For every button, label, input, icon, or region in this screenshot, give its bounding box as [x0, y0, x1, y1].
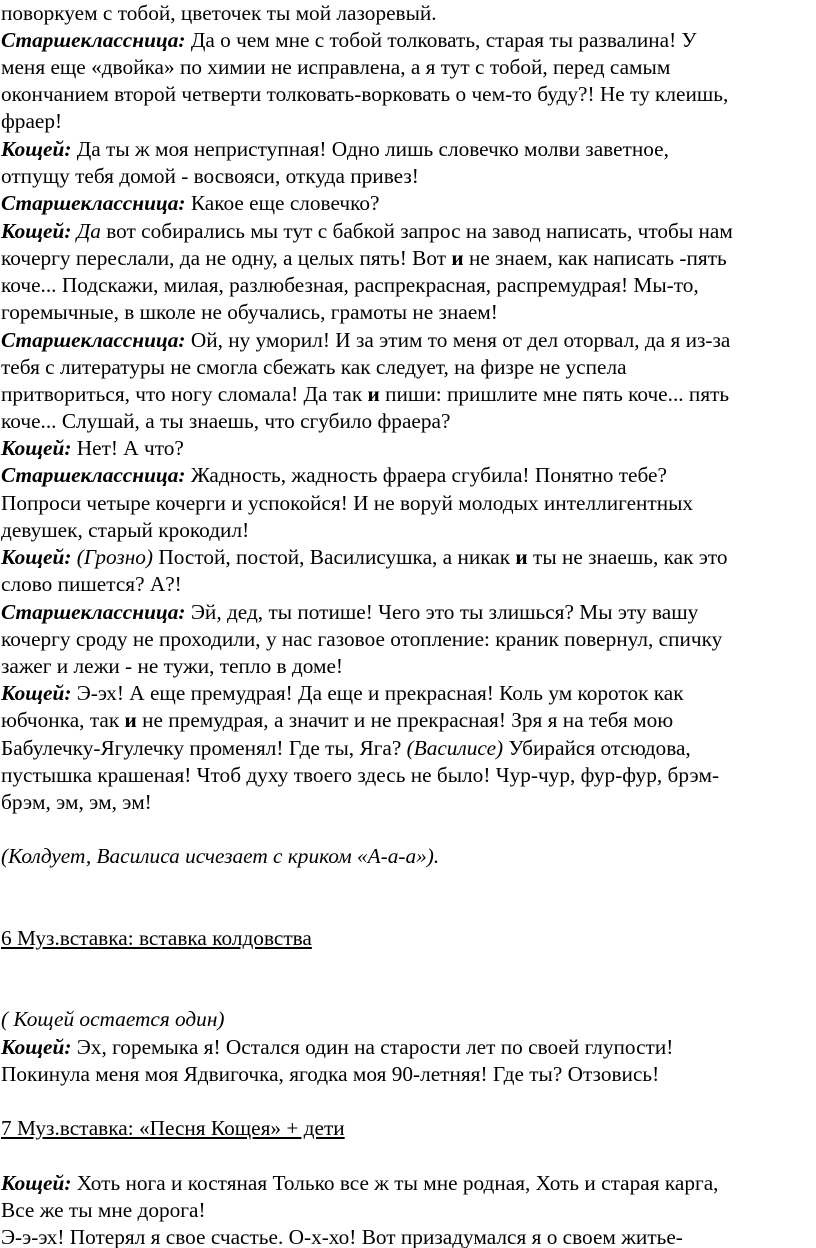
line-text: юбчонка, так [1, 708, 125, 732]
line-text: брэм, эм, эм, эм! [1, 790, 152, 814]
line-text: отпущу тебя домой - восвояси, откуда привез! [1, 164, 419, 188]
line-text: не знаем, как написать -пять [463, 246, 727, 270]
stage-direction [1, 843, 439, 870]
text-line [1, 1224, 683, 1248]
speaker-name: Старшеклассница: [1, 463, 186, 487]
line-text: Да ты ж моя неприступная! Одно лишь словечко молви заветное, [76, 137, 669, 161]
text-line [1, 54, 670, 81]
dialogue-line [1, 27, 697, 54]
speaker-name: Старшеклассница: [1, 191, 186, 215]
speaker-name: Кощей: [1, 1171, 72, 1195]
text-line [1, 0, 437, 27]
dialogue-line [1, 190, 379, 217]
dialogue-line [1, 462, 667, 489]
bold-text: и [367, 382, 380, 406]
line-text: тебя с литературы не смогла сбежать как следует, на физре не успела [1, 355, 627, 379]
line-text: Хоть нога и костяная Только все ж ты мне родная, Хоть и старая карга, [76, 1171, 719, 1195]
stage-direction: (Василисе) [406, 736, 504, 760]
line-text: горемычные, в школе не обучались, грамоты не знаем! [1, 300, 498, 324]
heading-text: 6 Муз.вставка: вставка колдовства [1, 926, 312, 950]
line-text: Э-эх! А еще премудрая! Да еще и прекрасная! Коль ум короток как [76, 681, 684, 705]
music-insert-heading [1, 925, 312, 952]
stage-direction-text: ( Кощей остается один) [1, 1007, 225, 1031]
line-text: не премудрая, а значит и не прекрасная! Зря я на тебя мою [136, 708, 674, 732]
line-text: кочергу сроду не проходили, у нас газовое отопление: краник повернул, спичку [1, 627, 723, 651]
text-line [1, 762, 719, 789]
line-text: коче... Подскажи, милая, разлюбезная, распрекрасная, распремудрая! Мы-то, [1, 273, 699, 297]
line-text: Жадность, жадность фраера сгубила! Понятно тебе? [190, 463, 667, 487]
speaker-name: Кощей: [1, 1035, 72, 1059]
bold-text: и [451, 246, 464, 270]
line-text: Покинула меня моя Ядвигочка, ягодка моя 90-летняя! Где ты? Отзовись! [1, 1062, 660, 1086]
dialogue-line [1, 435, 184, 462]
dialogue-line [1, 136, 669, 163]
line-text: Эх, горемыка я! Остался один на старости лет по своей глупости! [76, 1035, 674, 1059]
text-line [1, 272, 699, 299]
heading-text: 7 Муз.вставка: «Песня Кощея» + дети [1, 1116, 345, 1140]
speaker-name: Кощей: [1, 137, 72, 161]
text-line [1, 517, 249, 544]
text-line [1, 299, 498, 326]
text-line [1, 245, 727, 272]
emphasis-text: Да [76, 219, 101, 243]
text-line [1, 626, 722, 653]
text-line [1, 381, 729, 408]
line-text: коче... Слушай, а ты знаешь, что сгубило фраера? [1, 409, 451, 433]
line-text: Эй, дед, ты потише! Чего это ты злишься? Мы эту вашу [190, 600, 699, 624]
text-line [1, 163, 419, 190]
text-line [1, 735, 691, 762]
text-line [1, 354, 627, 381]
bold-text: и [124, 708, 137, 732]
dialogue-line [1, 218, 733, 245]
text-line [1, 707, 673, 734]
dialogue-line [1, 544, 728, 571]
line-text: меня еще «двойка» по химии не исправлена, а я тут с тобой, перед самым [1, 55, 671, 79]
music-insert-heading [1, 1115, 345, 1142]
speaker-name: Кощей: [1, 219, 72, 243]
line-text: слово пишется? А?! [1, 572, 182, 596]
text-line [1, 1061, 659, 1088]
dialogue-line [1, 680, 684, 707]
dialogue-line [1, 599, 698, 626]
speaker-name: Старшеклассница: [1, 28, 186, 52]
text-line [1, 653, 343, 680]
line-text: зажег и лежи - не тужи, тепло в доме! [1, 654, 344, 678]
text-line [1, 81, 728, 108]
line-text: Бабулечку-Ягулечку променял! Где ты, Яга? [1, 736, 407, 760]
line-text: Постой, постой, Василисушка, а никак [153, 545, 516, 569]
line-text: пиши: пришлите мне пять коче... пять [379, 382, 730, 406]
line-text: поворкуем с тобой, цветочек ты мой лазоревый. [1, 1, 437, 25]
line-text: Все же ты мне дорога! [1, 1198, 206, 1222]
line-text: фраер! [1, 109, 63, 133]
speaker-name: Старшеклассница: [1, 600, 186, 624]
line-text: Ой, ну уморил! И за этим то меня от дел оторвал, да я из-за [190, 328, 731, 352]
dialogue-line [1, 1034, 673, 1061]
dialogue-line [1, 1170, 718, 1197]
stage-direction [1, 1006, 225, 1033]
speaker-name: Старшеклассница: [1, 328, 186, 352]
line-text: Какое еще словечко? [190, 191, 380, 215]
text-line [1, 789, 152, 816]
text-line [1, 408, 450, 435]
line-text: пустышка крашеная! Чтоб духу твоего здесь не было! Чур-чур, фур-фур, брэм- [1, 763, 720, 787]
text-line [1, 1197, 206, 1224]
text-line [1, 571, 182, 598]
line-text: кочергу переслали, да не одну, а целых пять! Вот [1, 246, 452, 270]
bold-text: и [515, 545, 528, 569]
speaker-name: Кощей: [1, 681, 72, 705]
line-text: Э-э-эх! Потерял я свое счастье. О-х-хо! Вот призадумался я о своем житье- [1, 1225, 683, 1248]
line-text: окончанием второй четверти толковать-ворковать о чем-то буду?! Не ту клеишь, [1, 82, 729, 106]
stage-direction-text: (Колдует, Василиса исчезает с криком «А-а-а»). [1, 844, 440, 868]
speaker-name: Кощей: [1, 545, 72, 569]
text-line [1, 108, 62, 135]
stage-direction: (Грозно) [76, 545, 153, 569]
speaker-name: Кощей: [1, 436, 72, 460]
line-text: Нет! А что? [76, 436, 184, 460]
line-text: девушек, старый крокодил! [1, 518, 250, 542]
dialogue-line [1, 327, 730, 354]
line-text: притвориться, что ногу сломала! Да так [1, 382, 368, 406]
text-line [1, 490, 693, 517]
line-text: Попроси четыре кочерги и успокойся! И не воруй молодых интеллигентных [1, 491, 694, 515]
line-text: Убирайся отсюдова, [503, 736, 691, 760]
line-text: Да о чем мне с тобой толковать, старая ты развалина! У [190, 28, 697, 52]
line-text: ты не знаешь, как это [527, 545, 728, 569]
line-text: вот собирались мы тут с бабкой запрос на завод написать, чтобы нам [100, 219, 733, 243]
